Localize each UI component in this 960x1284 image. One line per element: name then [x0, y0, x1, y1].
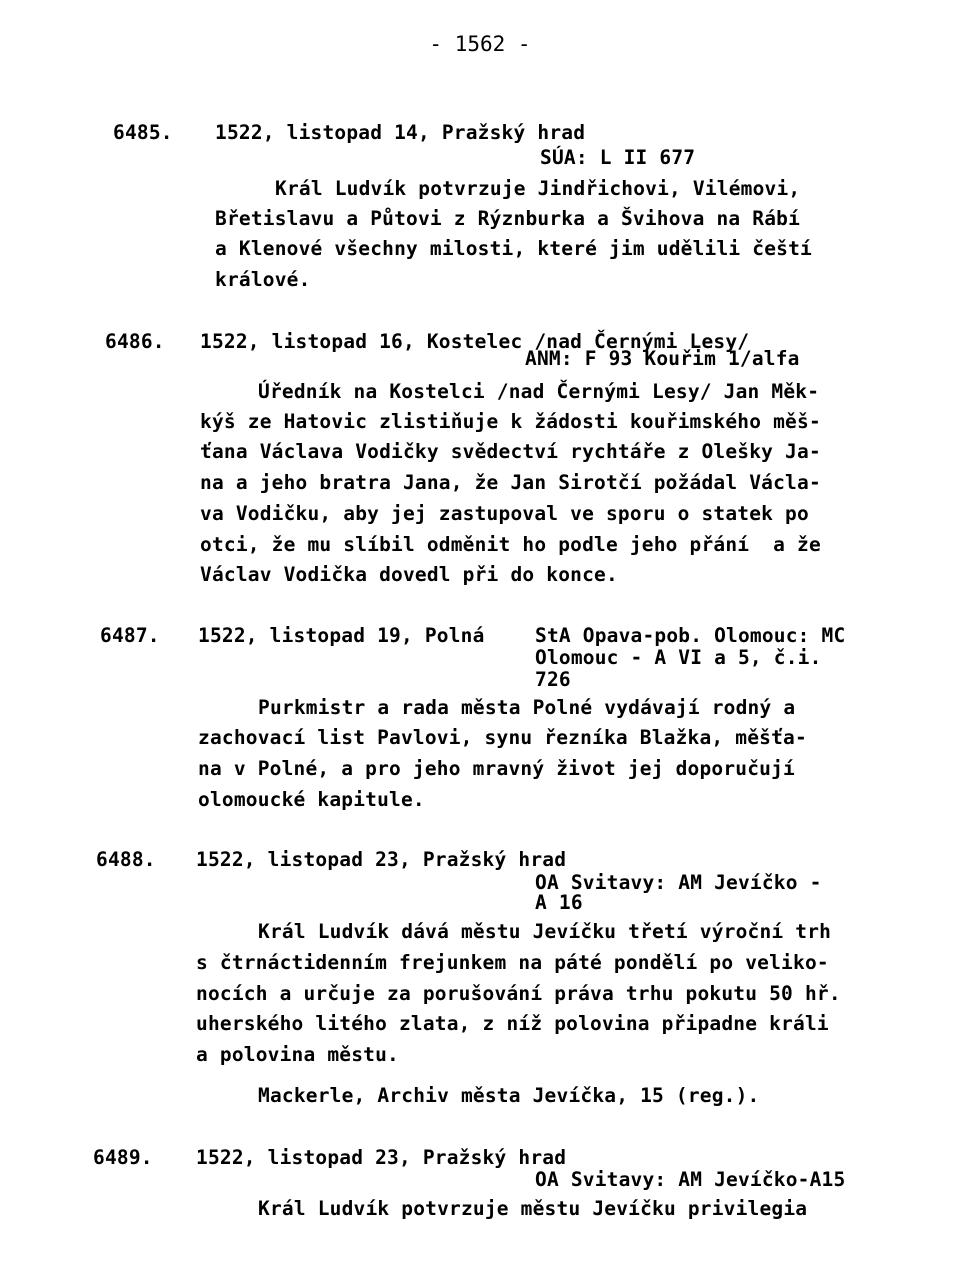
entry-source: SÚA: L II 677: [540, 146, 696, 169]
entry-source: StA Opava-pob. Olomouc: MC: [535, 624, 846, 647]
entry-text-line: zachovací list Pavlovi, synu řezníka Blažka, měšťa-: [198, 726, 807, 749]
entry-text-line: králové.: [215, 268, 311, 291]
entry-text-line: Úředník na Kostelci /nad Černými Lesy/ Jan Měk-: [258, 380, 820, 403]
entry-text-line: Král Ludvík dává městu Jevíčku třetí výroční trh: [258, 920, 832, 943]
entry-text-line: na a jeho bratra Jana, že Jan Sirotčí požádal Václa-: [200, 471, 821, 494]
entry-number: 6485.: [113, 121, 173, 144]
entry-date-place: 1522, listopad 23, Pražský hrad: [196, 848, 567, 871]
entry-text-line: na v Polné, a pro jeho mravný život jej doporučují: [198, 757, 795, 780]
entry-reference: Mackerle, Archiv města Jevíčka, 15 (reg.).: [258, 1084, 760, 1107]
entry-text-line: kýš ze Hatovic zlistiňuje k žádosti kouřimského měš-: [200, 410, 821, 433]
entry-text-line: Václav Vodička dovedl při do konce.: [200, 563, 618, 586]
entry-text-line: nocích a určuje za porušování práva trhu pokutu 50 hř.: [196, 982, 841, 1005]
entry-date-place: 1522, listopad 23, Pražský hrad: [196, 1146, 567, 1169]
entry-text-line: Král Ludvík potvrzuje městu Jevíčku privilegia: [258, 1197, 808, 1220]
entry-text-line: a polovina městu.: [196, 1043, 399, 1066]
entry-number: 6486.: [105, 330, 165, 353]
entry-text-line: s čtrnáctidenním frejunkem na páté pondělí po veliko-: [196, 951, 829, 974]
entry-text-line: Břetislavu a Půtovi z Rýznburka a Švihova na Rábí: [215, 207, 801, 230]
entry-source: 726: [535, 668, 571, 691]
entry-text-line: Král Ludvík potvrzuje Jindřichovi, Vilémovi,: [275, 177, 801, 200]
entry-date-place: 1522, listopad 19, Polná: [198, 624, 485, 647]
entry-text-line: a Klenové všechny milosti, které jim udělili čeští: [215, 237, 812, 260]
entry-number: 6488.: [96, 848, 156, 871]
entry-source: Olomouc - A VI a 5, č.i.: [535, 646, 822, 669]
entry-text-line: olomoucké kapitule.: [198, 788, 425, 811]
entry-source: OA Svitavy: AM Jevíčko -: [535, 871, 822, 894]
entry-text-line: ťana Václava Vodičky svědectví rychtáře z Olešky Ja-: [200, 440, 821, 463]
entry-date-place: 1522, listopad 14, Pražský hrad: [215, 121, 586, 144]
entry-source: OA Svitavy: AM Jevíčko-A15: [535, 1168, 846, 1191]
entry-number: 6489.: [93, 1146, 153, 1169]
entry-text-line: otci, že mu slíbil odměnit ho podle jeho přání a že: [200, 533, 821, 556]
entry-text-line: va Vodičku, aby jej zastupoval ve sporu o statek po: [200, 502, 809, 525]
entry-source: ANM: F 93 Kouřim 1/alfa: [525, 347, 800, 370]
entry-text-line: Purkmistr a rada města Polné vydávají rodný a: [258, 696, 796, 719]
entry-source: A 16: [535, 891, 583, 914]
page-number: - 1562 -: [429, 32, 531, 56]
entry-text-line: uherského litého zlata, z níž polovina připadne králi: [196, 1012, 829, 1035]
entry-date-place: 1522, listopad 16, Kostelec /nad Černými Lesy/: [200, 330, 750, 353]
entry-number: 6487.: [100, 624, 160, 647]
